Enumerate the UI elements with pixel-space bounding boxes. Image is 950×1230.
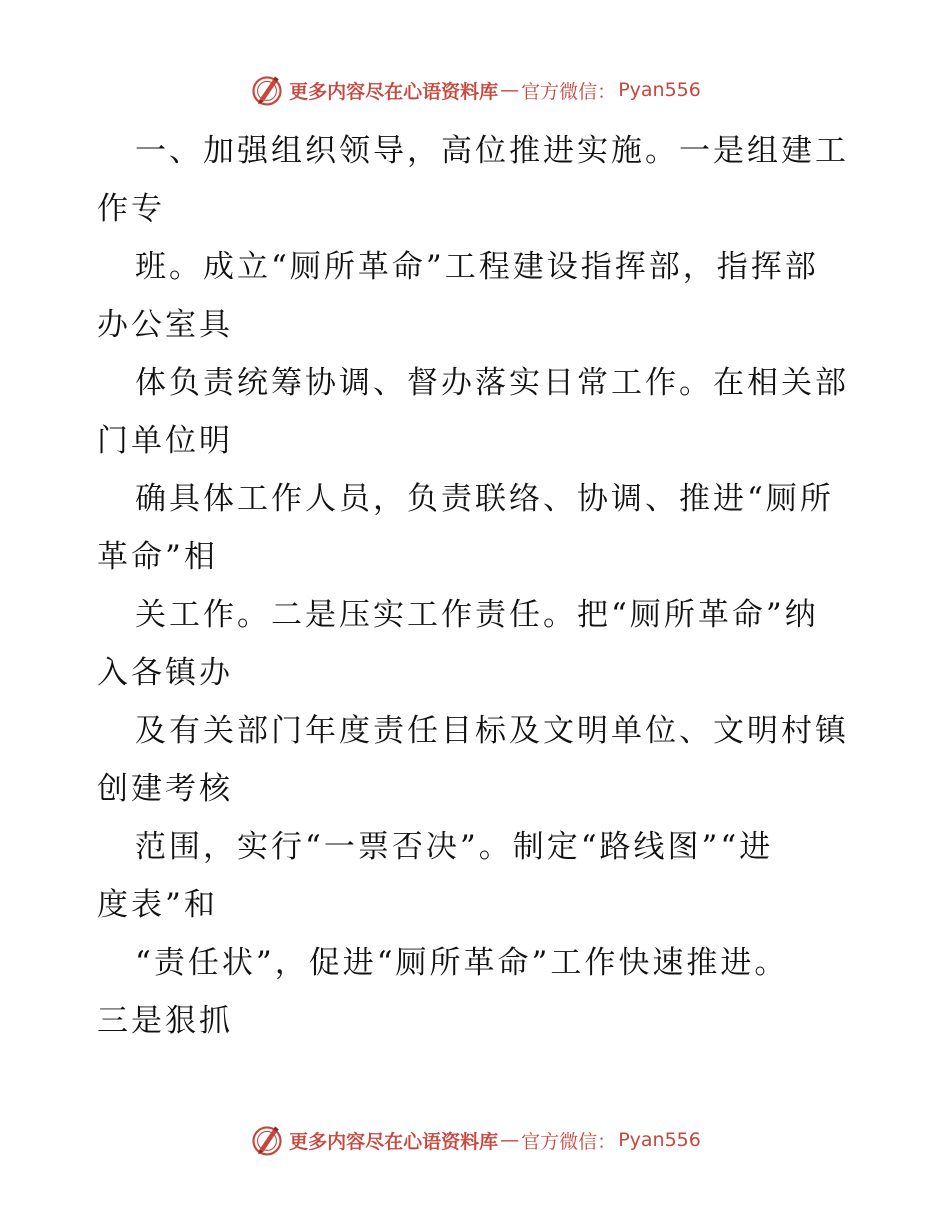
paragraph-first-line: 关工作。二是压实工作责任。把“厕所革命”纳 [135,597,819,633]
paragraph [97,586,857,702]
paragraph-continuation: 三是狠抓 [97,1003,233,1039]
banner-official-label: 官方微信： [521,1130,617,1153]
paragraph [97,238,857,354]
paragraph-first-line: 班。成立“厕所革命”工程建设指挥部，指挥部 [135,249,819,285]
document-body [97,122,857,1050]
paragraph-continuation: 入各镇办 [97,655,233,691]
paragraph [97,122,857,238]
pen-logo-icon [249,72,285,108]
paragraph [97,702,857,818]
paragraph-continuation: 创建考核 [97,771,233,807]
paragraph-first-line: 确具体工作人员，负责联络、协调、推进“厕所 [135,481,834,517]
paragraph-first-line: 范围，实行“一票否决”。制定“路线图”“进 [135,829,774,865]
paragraph-first-line: 一、加强组织领导，高位推进实施。一是组建工 [135,133,849,169]
banner-official-label: 官方微信： [521,80,617,103]
banner-brand-text: 更多内容尽在心语资料库 [289,80,499,103]
paragraph-continuation: 作专 [97,191,165,227]
banner-dash: — [500,79,520,101]
paragraph [97,818,857,934]
header-banner [0,70,950,110]
paragraph-first-line: “责任状”，促进“厕所革命”工作快速推进。 [135,945,789,981]
banner-dash: — [500,1129,520,1151]
paragraph-continuation: 革命”相 [97,539,218,575]
paragraph-first-line: 及有关部门年度责任目标及文明单位、文明村镇 [135,713,849,749]
banner-brand-text: 更多内容尽在心语资料库 [289,1130,499,1153]
paragraph-continuation: 门单位明 [97,423,233,459]
paragraph [97,934,857,1050]
banner-wechat-id: Pyan556 [618,1129,701,1151]
pen-logo-icon [249,1122,285,1158]
paragraph-first-line: 体负责统筹协调、督办落实日常工作。在相关部 [135,365,849,401]
paragraph-continuation: 办公室具 [97,307,233,343]
footer-banner [0,1120,950,1160]
paragraph-continuation: 度表”和 [97,887,218,923]
banner-wechat-id: Pyan556 [618,79,701,101]
paragraph [97,470,857,586]
paragraph [97,354,857,470]
